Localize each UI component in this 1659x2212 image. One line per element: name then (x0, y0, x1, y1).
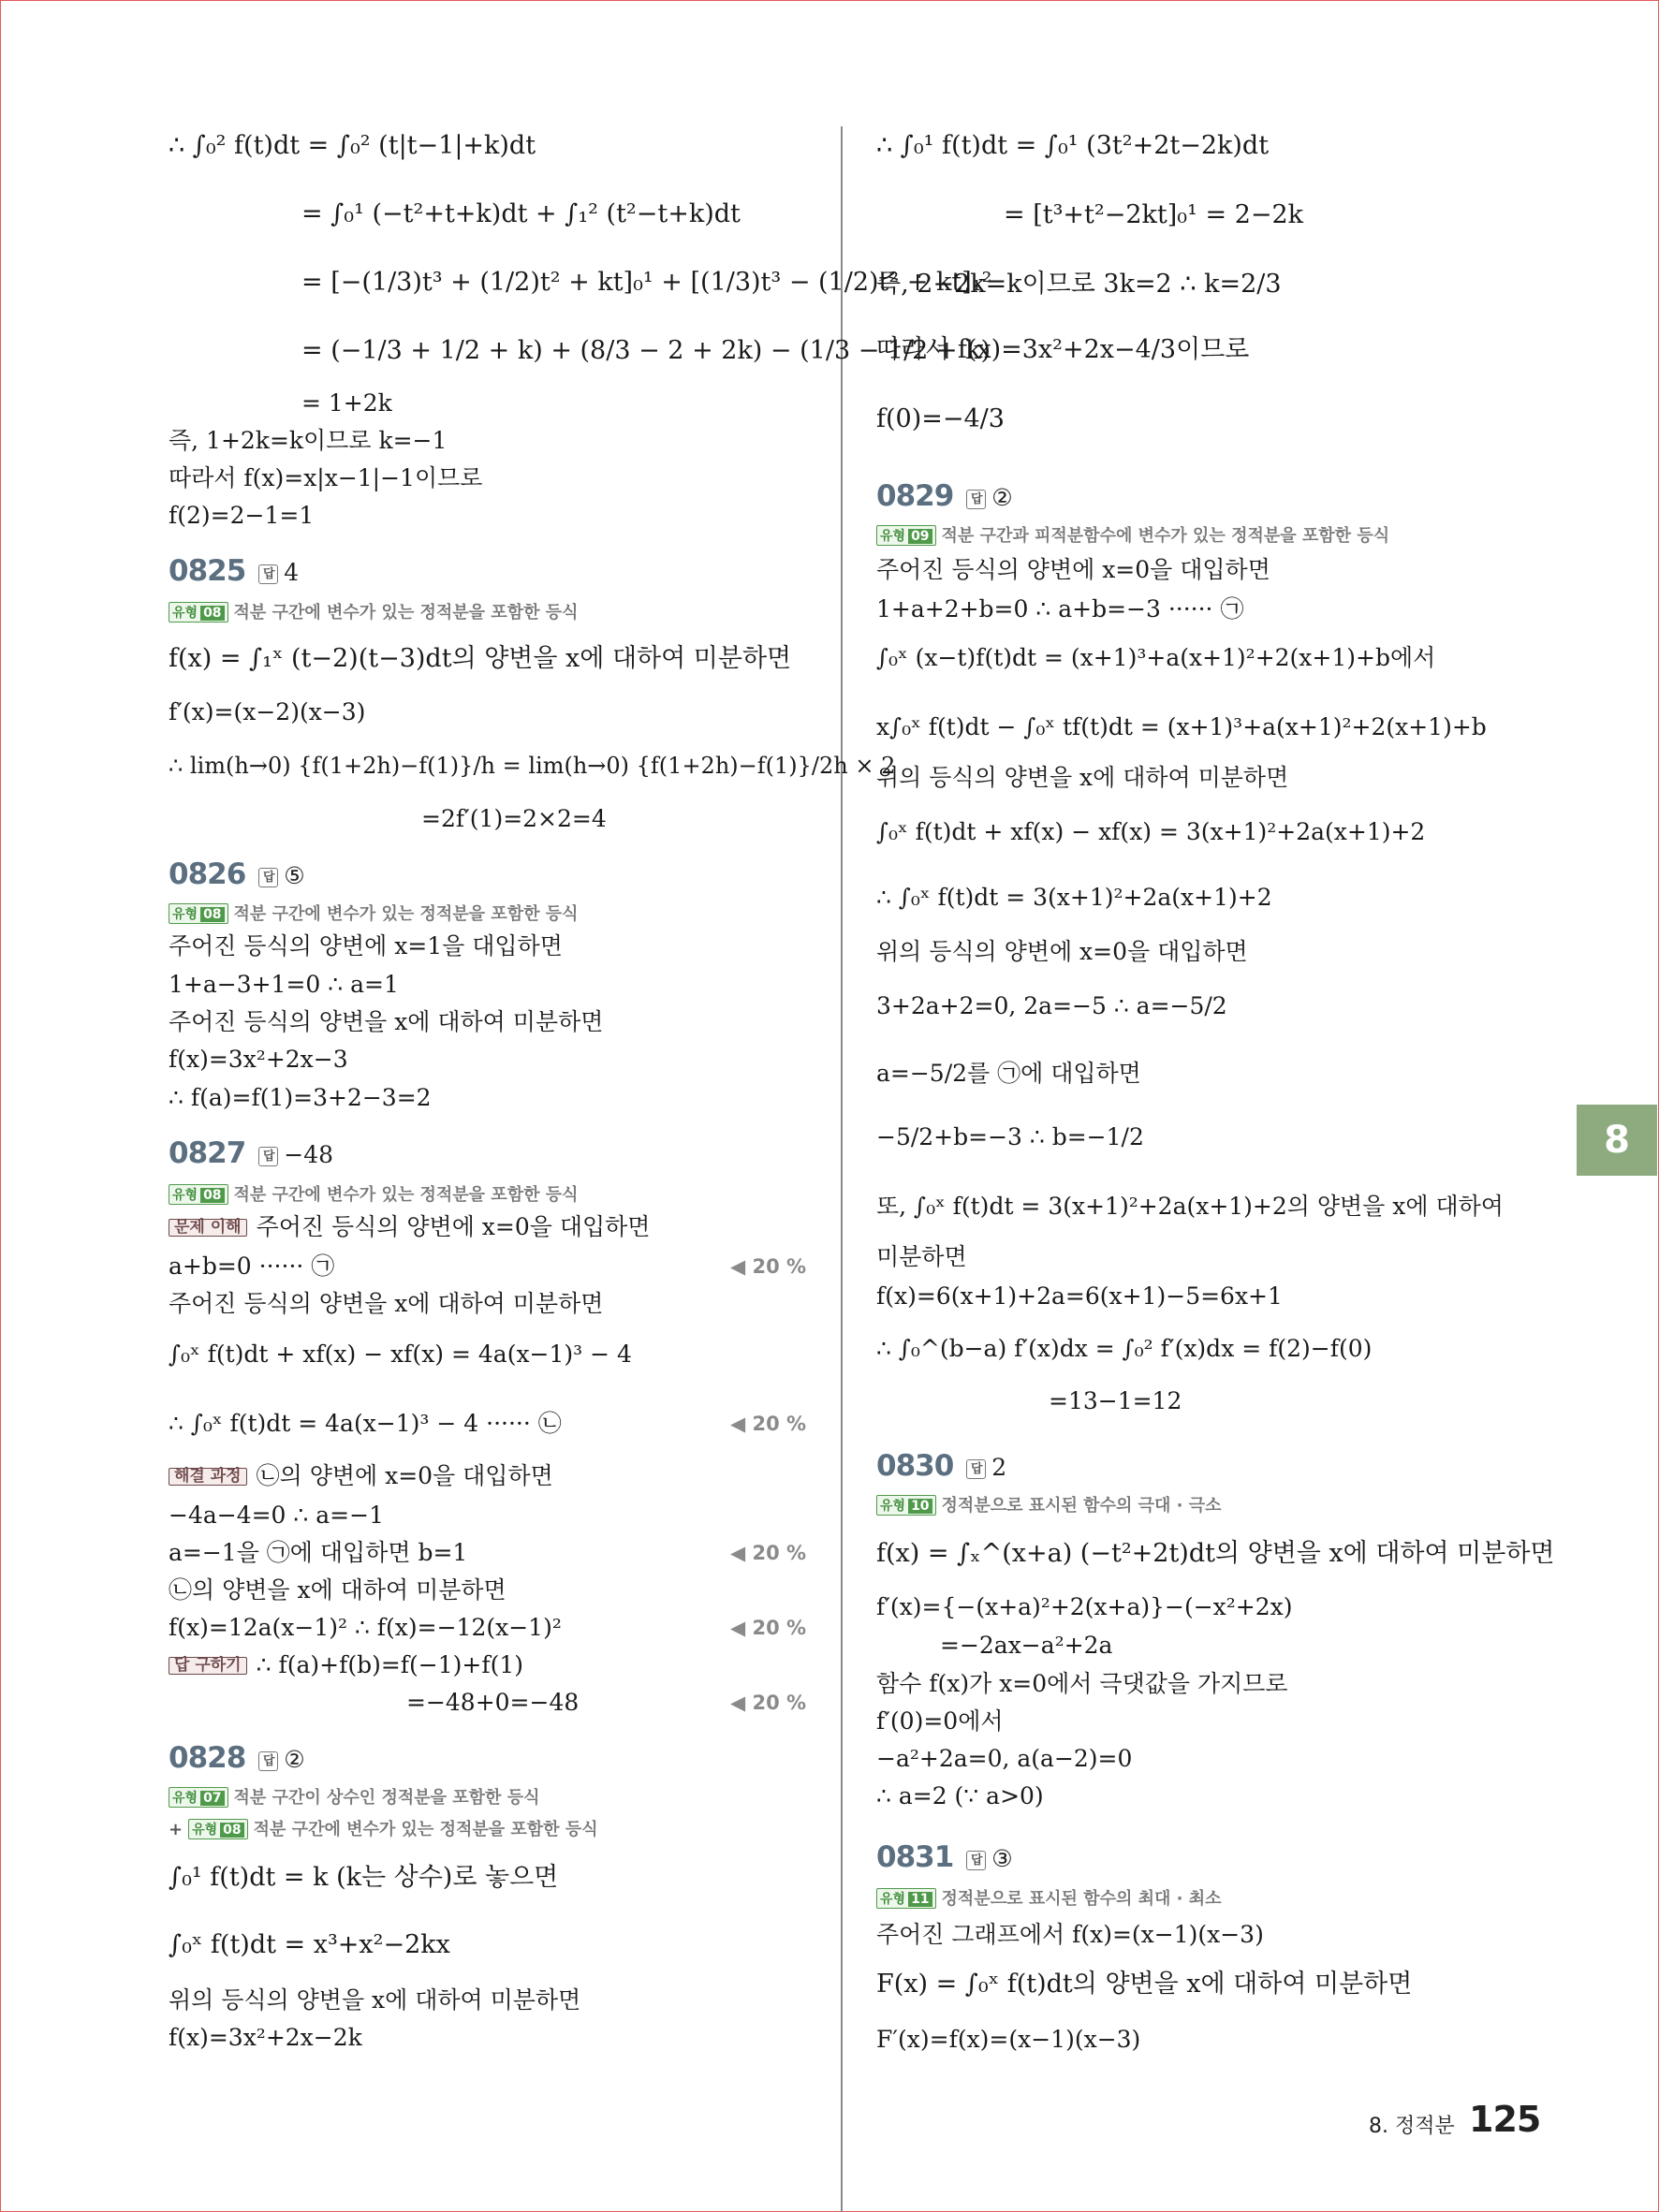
solution-line: = [t³+t²−2kt]₀¹ = 2−2k (1004, 200, 1304, 229)
solution-line: f(x)=6(x+1)+2a=6(x+1)−5=6x+1 (876, 1282, 1283, 1310)
solution-line: 미분하면 (876, 1243, 967, 1270)
answer-icon: 답 (258, 868, 278, 887)
footer-chapter: 8. 정적분 (1369, 2115, 1455, 2138)
solution-line: 즉, 2−2k=k이므로 3k=2 ∴ k=2/3 (876, 270, 1282, 299)
type-tag (169, 1784, 539, 1809)
solution-line: =−48+0=−48 (406, 1689, 580, 1716)
problem-header-0826 (169, 857, 305, 891)
solution-line: = 1+2k (301, 389, 392, 417)
solution-line: f(x)=3x²+2x−3 (169, 1046, 348, 1073)
solution-line: a=−5/2를 ㉠에 대입하면 (876, 1060, 1141, 1087)
answer-icon: 답 (966, 1851, 986, 1870)
solution-line: ∴ ∫₀² f(t)dt = ∫₀² (t|t−1|+k)dt (169, 131, 536, 160)
score-percent: ◀ 20 % (730, 1255, 807, 1278)
solution-line: 위의 등식의 양변을 x에 대하여 미분하면 (876, 764, 1289, 791)
problem-header-0830 (876, 1449, 1006, 1483)
answer-icon: 답 (258, 1751, 278, 1771)
solution-line: ∴ lim(h→0) {f(1+2h)−f(1)}/h = lim(h→0) {f(1+2h)−f(1)}/2h × 2 (169, 753, 896, 779)
score-percent: ◀ 20 % (730, 1617, 807, 1639)
score-percent: ◀ 20 % (730, 1692, 807, 1714)
type-plus: + (169, 1820, 184, 1839)
solution-line: f(x) = ∫₁ˣ (t−2)(t−3)dt의 양변을 x에 대하여 미분하면 (169, 644, 792, 673)
solution-line: 또, ∫₀ˣ f(t)dt = 3(x+1)²+2a(x+1)+2의 양변을 x에 대하여 (876, 1193, 1504, 1220)
solution-line: ∴ ∫₀ˣ f(t)dt = 4a(x−1)³ − 4 ······ ㉡ (169, 1410, 562, 1437)
solution-line: 주어진 그래프에서 f(x)=(x−1)(x−3) (876, 1921, 1264, 1948)
type-badge: 유형 08 (169, 903, 228, 924)
solution-line: 문제 이해 주어진 등식의 양변에 x=0을 대입하면 (169, 1215, 650, 1238)
page-number: 125 (1469, 2099, 1541, 2140)
solution-line: 1+a+2+b=0 ∴ a+b=−3 ······ ㉠ (876, 595, 1244, 623)
solution-line: = ∫₀¹ (−t²+t+k)dt + ∫₁² (t²−t+k)dt (301, 199, 741, 228)
solution-line: 주어진 등식의 양변을 x에 대하여 미분하면 (169, 1008, 604, 1035)
answer-value: 4 (284, 559, 300, 586)
type-tag (169, 599, 579, 623)
answer-value: ② (991, 484, 1013, 511)
step-label-process: 해결 과정 (169, 1468, 247, 1486)
problem-header-0827 (169, 1136, 333, 1170)
solution-line: 답 구하기 ∴ f(a)+f(b)=f(−1)+f(1) (169, 1653, 523, 1677)
type-title: 적분 구간과 피적분함수에 변수가 있는 정적분을 포함한 등식 (941, 526, 1390, 546)
solution-line: 위의 등식의 양변에 x=0을 대입하면 (876, 938, 1248, 965)
type-title: 적분 구간에 변수가 있는 정적분을 포함한 등식 (253, 1820, 598, 1839)
solution-line: f′(0)=0에서 (876, 1707, 1004, 1735)
solution-line: f(x)=12a(x−1)² ∴ f(x)=−12(x−1)² (169, 1614, 562, 1641)
answer-icon: 답 (258, 564, 278, 584)
solution-line: ∴ a=2 (∵ a>0) (876, 1782, 1044, 1809)
problem-number: 0826 (169, 857, 246, 891)
solution-line: =−2ax−a²+2a (940, 1632, 1113, 1659)
answer-icon: 답 (258, 1147, 278, 1166)
solution-line: a=−1을 ㉠에 대입하면 b=1 (169, 1539, 468, 1566)
solution-line: f(0)=−4/3 (876, 404, 1005, 433)
problem-number: 0827 (169, 1136, 246, 1170)
solution-line: 따라서 f(x)=x|x−1|−1이므로 (169, 464, 483, 491)
solution-line: ∫₀ˣ f(t)dt = x³+x²−2kx (169, 1930, 450, 1959)
solution-line: f(2)=2−1=1 (169, 502, 315, 529)
problem-header-0829 (876, 479, 1013, 513)
solution-line: 해결 과정 ㉡의 양변에 x=0을 대입하면 (169, 1464, 553, 1487)
type-badge: 유형 10 (876, 1495, 936, 1516)
solution-line: 3+2a+2=0, 2a=−5 ∴ a=−5/2 (876, 992, 1227, 1019)
type-title: 적분 구간에 변수가 있는 정적분을 포함한 등식 (233, 904, 579, 924)
type-title: 정적분으로 표시된 함수의 극대 · 극소 (941, 1496, 1222, 1516)
type-badge: 유형 09 (876, 525, 936, 546)
solution-line: =2f′(1)=2×2=4 (421, 805, 607, 832)
problem-header-0825 (169, 554, 299, 588)
solution-line: ∴ f(a)=f(1)=3+2−3=2 (169, 1084, 432, 1111)
answer-icon: 답 (966, 1459, 986, 1479)
solution-line: ∴ ∫₀^(b−a) f′(x)dx = ∫₀² f′(x)dx = f(2)−f(0) (876, 1335, 1373, 1362)
solution-line: 즉, 1+2k=k이므로 k=−1 (169, 427, 448, 454)
solution-line: = (−1/3 + 1/2 + k) + (8/3 − 2 + 2k) − (1/3 − 1/2 + k) (301, 336, 991, 365)
solution-line: −a²+2a=0, a(a−2)=0 (876, 1745, 1133, 1772)
solution-line: 함수 f(x)가 x=0에서 극댓값을 가지므로 (876, 1670, 1288, 1697)
type-tag (169, 1181, 579, 1206)
answer-value: ② (284, 1746, 305, 1773)
problem-header-0831 (876, 1840, 1013, 1874)
type-badge: 유형 07 (169, 1787, 228, 1808)
solution-line: 1+a−3+1=0 ∴ a=1 (169, 971, 399, 998)
solution-line: 주어진 등식의 양변에 x=1을 대입하면 (169, 932, 563, 960)
problem-number: 0828 (169, 1741, 246, 1775)
step-label-answer: 답 구하기 (169, 1657, 247, 1675)
solution-line: ∴ ∫₀¹ f(t)dt = ∫₀¹ (3t²+2t−2k)dt (876, 131, 1270, 160)
solution-line: 주어진 등식의 양변을 x에 대하여 미분하면 (169, 1290, 604, 1317)
column-divider (841, 126, 843, 2212)
answer-icon: 답 (966, 490, 986, 509)
chapter-side-tab: 8 (1577, 1105, 1657, 1176)
type-tag (169, 1816, 598, 1840)
solution-line: −4a−4=0 ∴ a=−1 (169, 1502, 384, 1529)
type-title: 정적분으로 표시된 함수의 최대 · 최소 (941, 1889, 1222, 1909)
problem-number: 0830 (876, 1449, 954, 1483)
solution-line: f(x) = ∫ₓ^(x+a) (−t²+2t)dt의 양변을 x에 대하여 미분하면 (876, 1539, 1555, 1568)
solution-line: ∫₀¹ f(t)dt = k (k는 상수)로 놓으면 (169, 1863, 559, 1892)
problem-number: 0829 (876, 479, 954, 513)
solution-line: = [−(1/3)t³ + (1/2)t² + kt]₀¹ + [(1/3)t³ − (1/2)t² + kt]₁² (301, 268, 992, 297)
solution-line: x∫₀ˣ f(t)dt − ∫₀ˣ tf(t)dt = (x+1)³+a(x+1)²+2(x+1)+b (876, 713, 1487, 740)
type-title: 적분 구간에 변수가 있는 정적분을 포함한 등식 (233, 1185, 579, 1205)
type-tag (876, 1885, 1222, 1910)
score-percent: ◀ 20 % (730, 1542, 807, 1564)
solution-line: −5/2+b=−3 ∴ b=−1/2 (876, 1123, 1144, 1150)
score-percent: ◀ 20 % (730, 1413, 807, 1435)
solution-line: 주어진 등식의 양변에 x=0을 대입하면 (876, 556, 1270, 583)
answer-value: 2 (991, 1454, 1007, 1481)
step-label-understand: 문제 이해 (169, 1219, 247, 1237)
type-tag (876, 522, 1389, 547)
type-badge: 유형 08 (169, 602, 228, 623)
problem-number: 0831 (876, 1840, 954, 1874)
solution-line: ∫₀ˣ f(t)dt + xf(x) − xf(x) = 3(x+1)²+2a(x+1)+2 (876, 818, 1426, 845)
problem-header-0828 (169, 1741, 305, 1775)
solution-line: a+b=0 ······ ㉠ (169, 1252, 335, 1280)
type-badge: 유형 08 (188, 1819, 248, 1839)
solution-line: F(x) = ∫₀ˣ f(t)dt의 양변을 x에 대하여 미분하면 (876, 1970, 1413, 1999)
solution-line: ∫₀ˣ f(t)dt + xf(x) − xf(x) = 4a(x−1)³ − 4 (169, 1340, 632, 1368)
solution-line: f(x)=3x²+2x−2k (169, 2024, 362, 2051)
solution-line: =13−1=12 (1049, 1387, 1182, 1414)
solution-line: f′(x)={−(x+a)²+2(x+a)}−(−x²+2x) (876, 1593, 1293, 1620)
solution-line: 위의 등식의 양변을 x에 대하여 미분하면 (169, 1986, 581, 2014)
type-tag (169, 901, 579, 925)
answer-value: −48 (284, 1141, 334, 1168)
solution-line: F′(x)=f(x)=(x−1)(x−3) (876, 2026, 1141, 2053)
solution-line: ㉡의 양변을 x에 대하여 미분하면 (169, 1576, 507, 1604)
solution-line: 따라서 f(x)=3x²+2x−4/3이므로 (876, 335, 1250, 364)
type-title: 적분 구간이 상수인 정적분을 포함한 등식 (233, 1788, 540, 1808)
solution-line: ∫₀ˣ (x−t)f(t)dt = (x+1)³+a(x+1)²+2(x+1)+b에서 (876, 644, 1436, 671)
type-badge: 유형 08 (169, 1184, 228, 1205)
solution-line: f′(x)=(x−2)(x−3) (169, 698, 366, 725)
answer-value: ③ (991, 1845, 1013, 1872)
type-badge: 유형 11 (876, 1888, 936, 1909)
type-title: 적분 구간에 변수가 있는 정적분을 포함한 등식 (233, 603, 579, 623)
answer-value: ⑤ (284, 862, 305, 889)
type-tag (876, 1492, 1222, 1516)
solution-line: ∴ ∫₀ˣ f(t)dt = 3(x+1)²+2a(x+1)+2 (876, 884, 1272, 911)
problem-number: 0825 (169, 554, 246, 588)
